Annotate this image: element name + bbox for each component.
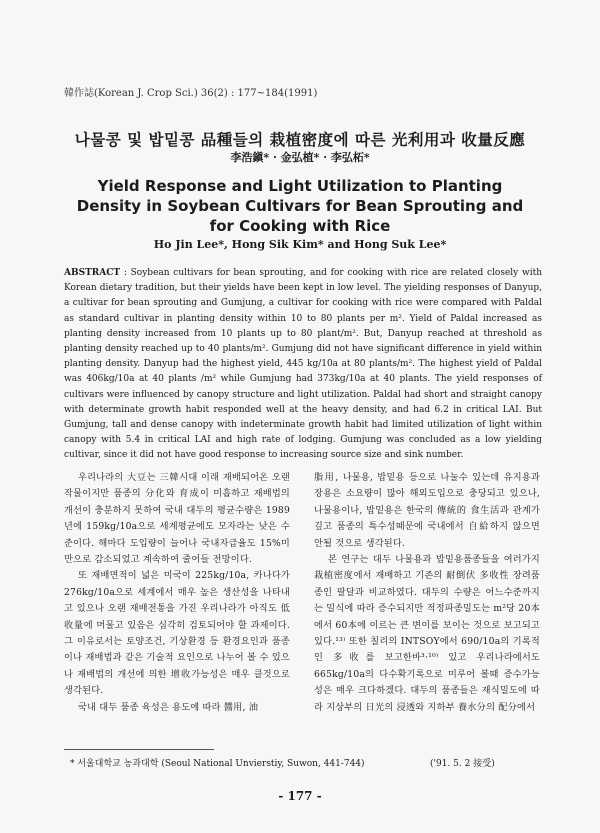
body-column-right — [314, 470, 540, 716]
abstract — [64, 266, 542, 464]
body-paragraph: 우리나라의 大豆는 三韓시대 이래 재배되어온 오랜 작물이지만 품종의 分化와 育成이 미흡하고 재배법의 개선이 충분하지 못하여 국내 대두의 평균수량은 1989년에 159kg/10a으로 세계평균에도 모자라는 낮은 수준이다. 해마다 도입량이 늘어나 국내자급율도 15%미만으로 감소되었고 계속하여 줄어들 전망이다. — [64, 472, 290, 566]
page-number: - 177 - — [278, 789, 322, 803]
korean-title: 나물콩 및 밥밑콩 品種들의 栽植密度에 따른 光利用과 收量反應 — [74, 130, 526, 149]
english-title-line-3: for Cooking with Rice — [209, 217, 391, 235]
english-title-line-2: Density in Soybean Cultivars for Bean Sprouting and — [76, 197, 524, 215]
korean-authors: 李浩鎭* · 金弘植* · 李弘柘* — [230, 151, 370, 164]
received-date: ('91. 5. 2 接受) — [430, 759, 495, 769]
footnote-divider — [64, 749, 214, 750]
journal-reference: 韓作誌(Korean J. Crop Sci.) 36(2) : 177~184(1991) — [64, 88, 318, 99]
body-paragraph: 본 연구는 대두 나물용과 밥밑용품종들을 여러가지 栽植密度에서 재배하고 기존의 耐倒伏 多收性 장려품종인 팔달과 비교하였다. 대두의 수량은 어느수준까지는 밀식에 따라 증수되지만 적정파종밀도는 m²당 20本에서 60本에 이르는 큰 변이를 보이는 것으로 보고되고 있다.¹³⁾ 또한 칠리의 INTSOY에서 690/10a의 기록적인 多收를 보고한바³·¹⁰⁾ 있고 우리나라에서도 665kg/10a의 다수확기록으로 미루어 볼때 증수가능성은 매우 크다하겠다. 대두의 품종들은 재식밀도에 따라 지상부의 日光의 浸透와 지하부 養水分의 配分에서 — [314, 554, 540, 713]
body-paragraph: 脂用, 나물용, 밥밑용 등으로 나눌수 있는데 유지용과 장용은 소요량이 많아 해외도입으로 충당되고 있으나, 나물용이나, 밥밑용은 한국의 傳統的 食生活과 관계가 깊고 품종의 특수성때문에 국내에서 自給하지 않으면 안될 것으로 생각된다. — [314, 472, 540, 549]
body-column-left — [64, 470, 290, 716]
abstract-text: : Soybean cultivars for bean sprouting, and for cooking with rice are related closely with Korean dietary tradition, but their yields have been kept in low level. The yielding responses of Danyup, a cultivar for bean sprouting and Gumjung, a cultivar for cooking with rice were compared with Paldal as standard cultivar in planting density within 10 to 80 plants per m². Yield of Paldal increased as planting density increased from 10 plants up to 80 plant/m². But, Danyup reached at threshold as planting density reached up to 40 plants/m². Gumjung did not have significant difference in yield within planting density. Danyup had the highest yield, 445 kg/10a at 80 plants/m². The highest yield of Paldal was 406kg/10a at 40 plants /m² while Gumjung had 373kg/10a at 40 plants. The yield responses of cultivars were influenced by canopy structure and light utilization. Paldal had short and straight canopy with determinate growth habit responded well at the heavy density, and had 6.2 in critical LAI. But Gumjung, tall and dense canopy with indeterminate growth habit had limited utilization of light within canopy with 5.4 in critical LAI and high rate of lodging. Gumjung was concluded as a low yielding cultivar, since it did not have good response to increasing source size and sink number. — [64, 268, 542, 461]
english-title-line-1: Yield Response and Light Utilization to Planting — [97, 177, 503, 195]
abstract-label: ABSTRACT — [64, 268, 121, 278]
english-title — [0, 176, 600, 236]
body-paragraph: 또 재배면적이 넓은 미국이 225kg/10a, 카나다가 276kg/10a으로 세계에서 매우 높은 생산성을 나타내고 있으나 오랜 재배전통을 가진 우리나라가 아직도 低收量에 머물고 있음은 심각히 검토되어야 할 과제이다. 그 이유로서는 토양조건, 기상환경 등 환경요인과 품종이나 재배법과 같은 기술적 요인으로 나누어 볼 수 있으나 재배법의 개선에 의한 增收가능성은 매우 클것으로 생각된다. — [64, 570, 290, 697]
affiliation-footnote: * 서울대학교 농과대학 (Seoul National Unvierstiy, Suwon, 441-744) — [70, 759, 365, 769]
body-paragraph: 국내 대두 품종 육성은 용도에 따라 醬用, 油 — [78, 701, 259, 713]
english-authors: Ho Jin Lee*, Hong Sik Kim* and Hong Suk Lee* — [153, 238, 447, 251]
